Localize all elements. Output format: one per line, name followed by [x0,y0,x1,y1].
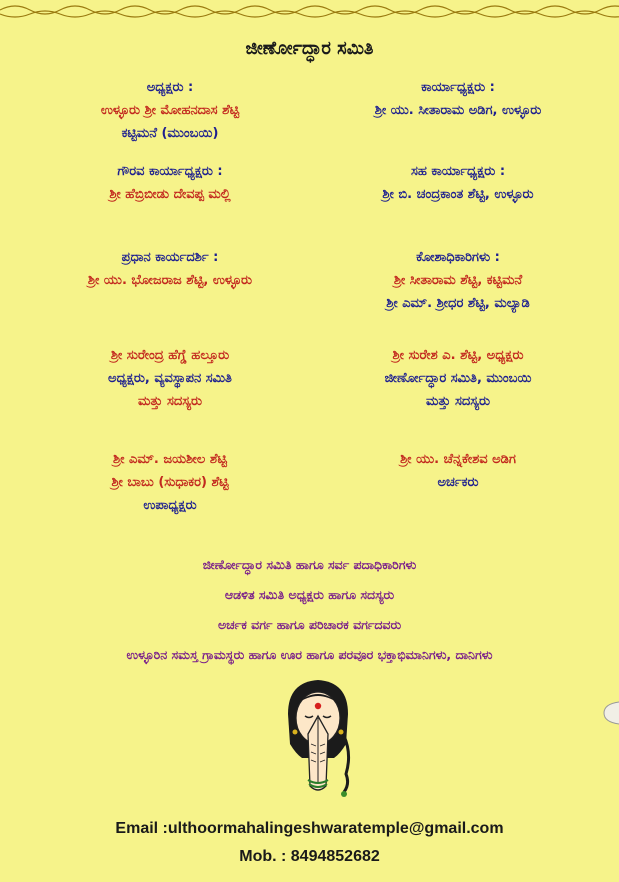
priest-block [318,448,598,494]
working-president-name: ಶ್ರೀ ಯು. ಸೀತಾರಾಮ ಅಡಿಗ, ಉಳ್ಳೂರು [374,103,542,118]
management-members: ಮತ್ತು ಸದಸ್ಯರು [137,394,203,409]
mobile-text: Mob. : 8494852682 [239,848,380,865]
email-text: Email :ulthoormahalingeshwaratemple@gmail.com [115,820,504,837]
co-working-president-heading: ಸಹ ಕಾರ್ಯಾಧ್ಯಕ್ಷರು : [410,164,506,179]
management-name: ಶ್ರೀ ಸುರೇಂದ್ರ ಹೆಗ್ಡೆ ಹಲ್ತೂರು [110,348,230,363]
invitee-line: ಜೀರ್ಣೋದ್ಧಾರ ಸಮಿತಿ ಹಾಗೂ ಸರ್ವ ಪದಾಧಿಕಾರಿಗಳು [202,557,417,572]
treasurer-block [318,246,598,315]
treasurer-name-2: ಶ್ರೀ ಎಮ್. ಶ್ರೀಧರ ಶೆಟ್ಟಿ, ಮಲ್ಯಾಡಿ [386,296,530,311]
vice-president-role: ಉಪಾಧ್ಯಕ್ಷರು [143,498,197,513]
invitee-line: ಉಳ್ಳೂರಿನ ಸಮಸ್ತ ಗ್ರಾಮಸ್ಥರು ಹಾಗೂ ಊರ ಹಾಗೂ ಪರವೂರ ಭಕ್ತಾಭಿಮಾನಿಗಳು, ದಾನಿಗಳು [126,647,493,662]
renovation-committee-name: ಜೀರ್ಣೋದ್ಧಾರ ಸಮಿತಿ, ಮುಂಬಯಿ [384,371,532,386]
treasurer-heading: ಕೋಶಾಧಿಕಾರಿಗಳು : [416,250,500,265]
general-secretary-block [30,246,310,292]
co-working-president-block [318,160,598,206]
co-working-president-name: ಶ್ರೀ ಬಿ. ಚಂದ್ರಕಾಂತ ಶೆಟ್ಟಿ, ಉಳ್ಳೂರು [382,187,534,202]
honorary-president-heading: ಗೌರವ ಕಾರ್ಯಾಧ್ಯಕ್ಷರು : [117,164,223,179]
general-secretary-name: ಶ್ರೀ ಯು. ಭೋಜರಾಜ ಶೆಟ್ಟಿ, ಉಳ್ಳೂರು [87,273,253,288]
priest-name: ಶ್ರೀ ಯು. ಚೆನ್ನಕೇಶವ ಅಡಿಗ [400,452,516,467]
president-heading: ಅಧ್ಯಕ್ಷರು : [146,80,194,95]
priest-role: ಅರ್ಚಕರು [437,475,479,490]
renovation-members: ಮತ್ತು ಸದಸ್ಯರು [425,394,491,409]
working-president-heading: ಕಾರ್ಯಾಧ್ಯಕ್ಷರು : [421,80,495,95]
honorary-president-block [30,160,310,206]
vice-president-block [30,448,310,517]
management-block [30,344,310,413]
management-role: ಅಧ್ಯಕ್ಷರು, ವ್ಯವಸ್ಥಾಪನ ಸಮಿತಿ [108,371,232,386]
vice-president-name-2: ಶ್ರೀ ಬಾಬು (ಸುಧಾಕರ) ಶೆಟ್ಟಿ [111,475,229,490]
page-edge-ornament [600,700,619,726]
treasurer-name-1: ಶ್ರೀ ಸೀತಾರಾಮ ಶೆಟ್ಟಿ, ಕಟ್ಟಿಮನೆ [393,273,523,288]
working-president-block [318,76,598,122]
page-title: ಜೀರ್ಣೋದ್ಧಾರ ಸಮಿತಿ [245,38,374,59]
invitee-line: ಅರ್ಚಕ ವರ್ಗ ಹಾಗೂ ಪರಿಚಾರಕ ವರ್ಗದವರು [217,617,402,632]
general-secretary-heading: ಪ್ರಧಾನ ಕಾರ್ಯದರ್ಶಿ : [121,250,219,265]
president-block [30,76,310,145]
vice-president-name-1: ಶ್ರೀ ಎಮ್. ಜಯಶೀಲ ಶೆಟ್ಟಿ [113,452,227,467]
president-place: ಕಟ್ಟಿಮನೆ (ಮುಂಬಯಿ) [121,126,219,141]
namaste-lady-illustration [278,674,358,804]
honorary-president-name: ಶ್ರೀ ಹೆಬ್ರಿಬೀಡು ದೇವಪ್ಪ ಮಲ್ಲಿ [109,187,231,202]
invitee-line: ಆಡಳಿತ ಸಮಿತಿ ಅಧ್ಯಕ್ಷರು ಹಾಗೂ ಸದಸ್ಯರು [224,587,395,602]
president-name: ಉಳ್ಳೂರು ಶ್ರೀ ಮೋಹನದಾಸ ಶೆಟ್ಟಿ [100,103,240,118]
renovation-committee-block [318,344,598,413]
border-scroll-ornament [0,0,619,22]
renovation-president-name: ಶ್ರೀ ಸುರೇಶ ಎ. ಶೆಟ್ಟಿ, ಅಧ್ಯಕ್ಷರು [392,348,524,363]
invitees-list [0,550,619,670]
